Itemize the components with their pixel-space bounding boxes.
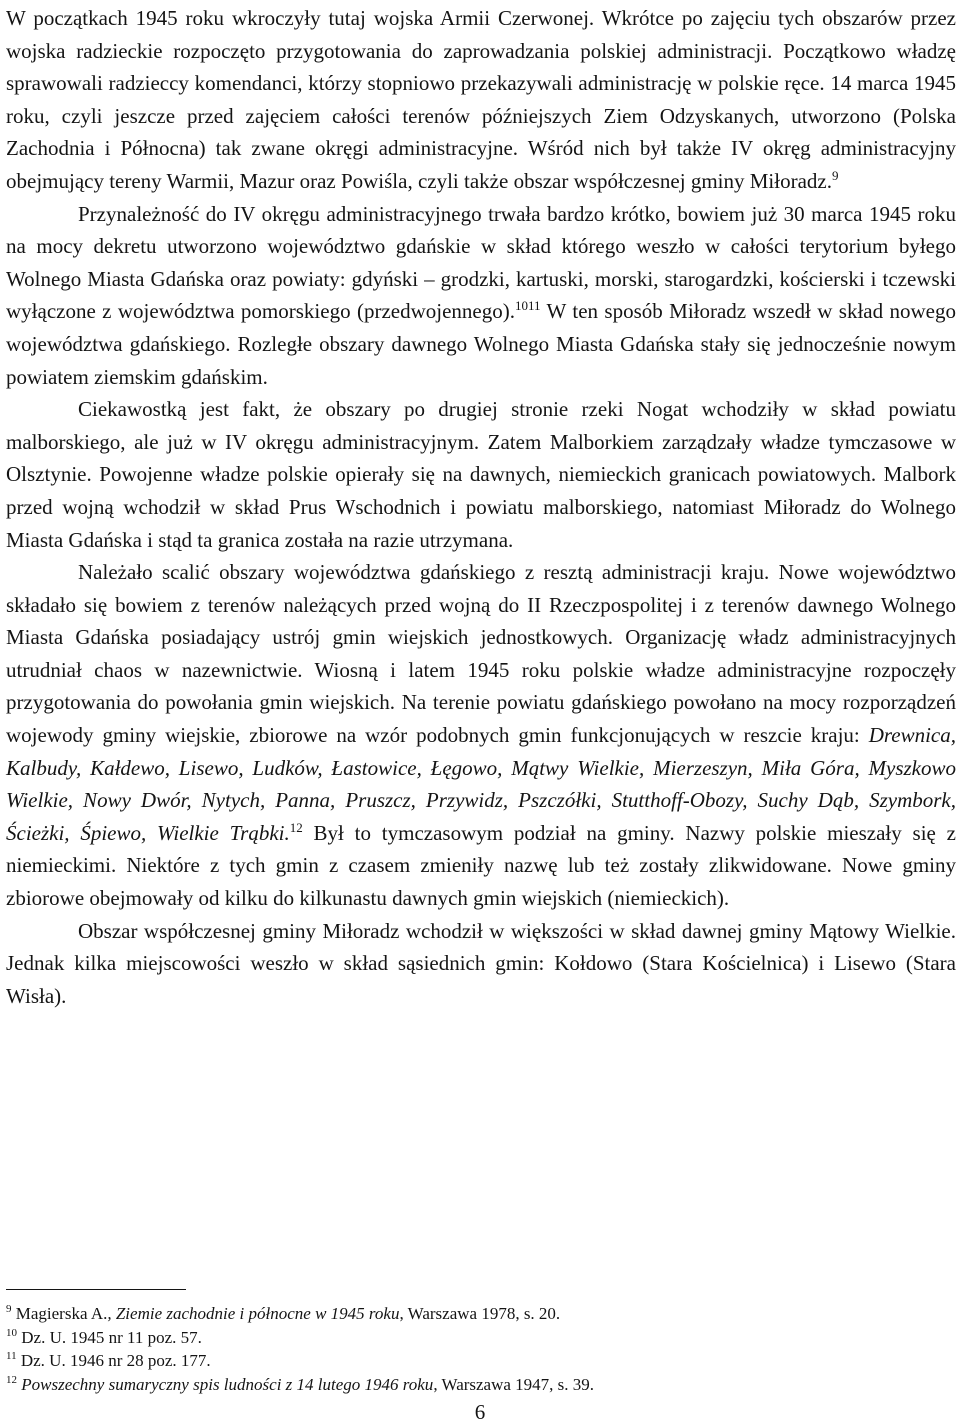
footnote bbox=[6, 1349, 956, 1373]
footnote-number: 9 bbox=[6, 1303, 12, 1315]
paragraph bbox=[6, 198, 956, 394]
text-run: Należało scalić obszary województwa gdańskiego z resztą administracji kraju. Nowe województwo składało się bowiem z terenów należących przed wojną do II Rzeczpospolitej i z terenów dawnego Wolnego Miasta Gdańska posiadający ustrój gmin wiejskich jednostkowych. Organizację władz administracyjnych utrudniał chaos w nazewnictwie. Wiosną i latem 1945 roku polskie władze administracyjne rozpoczęły przygotowania do powołania gmin wiejskich. Na terenie powiatu gdańskiego powołano na mocy rozporządzeń wojewody gminy wiejskie, zbiorowe na wzór podobnych gmin funkcjonujących w reszcie kraju: bbox=[6, 560, 956, 748]
footnote-ref: 9 bbox=[831, 167, 839, 183]
italic-text: Powszechny sumaryczny spis ludności z 14 lutego 1946 roku bbox=[21, 1374, 434, 1394]
footnote-ref: 1011 bbox=[514, 298, 541, 314]
italic-text: , Ziemie zachodnie i północne w 1945 roku bbox=[107, 1304, 400, 1323]
text-run: , Warszawa 1947, s. 39. bbox=[433, 1374, 595, 1394]
text-run: Ciekawostką jest fakt, że obszary po drugiej stronie rzeki Nogat wchodziły w skład powiatu malborskiego, ale już w IV okręgu administracyjnym. Zatem Malborkiem zarządzały władze tymczasowe w Olsztynie. Powojenne władze polskie opierały się na dawnych, niemieckich granicach powiatowych. Malbork przed wojną wchodził w skład Prus Wschodnich i powiatu malborskiego, natomiast Miłoradz do Wolnego Miasta Gdańska i stąd ta granica została na razie utrzymana. bbox=[6, 397, 956, 552]
footnote-ref: 12 bbox=[289, 819, 303, 835]
text-run: , Warszawa 1978, s. 20. bbox=[399, 1304, 561, 1323]
paragraph bbox=[6, 2, 956, 198]
page-number: 6 bbox=[474, 1400, 486, 1424]
paragraph bbox=[6, 915, 956, 1013]
italic-text: Drewnica, Kalbudy, Kałdewo, Lisewo, Ludków, Łastowice, Łęgowo, Mątwy Wielkie, Mierzeszyn, Miła Góra, Myszkowo Wielkie, Nowy Dwór, Nytych, Panna, Pruszcz, Przywidz, Pszczółki, Stutthoff-Obozy, Suchy Dąb, Szymbork, Ścieżki, Śpiewo, Wielkie Trąbki. bbox=[6, 723, 956, 845]
text-run: Był to tymczasowym podział na gminy. Nazwy polskie mieszały się z niemieckimi. Niektóre z tych gmin z czasem zmieniły nazwę lub też zostały zlikwidowane. Nowe gminy zbiorowe obejmowały od kilku do kilkunastu dawnych gmin wiejskich (niemieckich). bbox=[6, 820, 956, 911]
footnote-number: 12 bbox=[6, 1373, 17, 1386]
text-run: Obszar współczesnej gminy Miłoradz wchodził w większości w skład dawnej gminy Mątowy Wielkie. Jednak kilka miejscowości weszło w skład sąsiednich gmin: Kołdowo (Stara Kościelnica) i Lisewo (Stara Wisła). bbox=[6, 918, 956, 1008]
footnote-number: 11 bbox=[6, 1350, 17, 1362]
footnote bbox=[6, 1326, 956, 1350]
body-text bbox=[6, 2, 956, 1012]
footnote-number: 10 bbox=[6, 1326, 17, 1339]
text-run: Magierska A. bbox=[11, 1304, 108, 1323]
footnote-separator bbox=[6, 1289, 186, 1290]
text-run: Dz. U. 1946 nr 28 poz. 177. bbox=[16, 1351, 211, 1370]
footnotes bbox=[6, 1302, 956, 1396]
text-run: W ten sposób Miłoradz wszedł w skład nowego województwa gdańskiego. Rozległe obszary dawnego Wolnego Miasta Gdańska stały się jednocześnie nowym powiatem ziemskim gdańskim. bbox=[6, 299, 956, 389]
footnote bbox=[6, 1302, 956, 1326]
footnote bbox=[6, 1373, 956, 1397]
paragraph bbox=[6, 556, 956, 915]
text-run: Przynależność do IV okręgu administracyjnego trwała bardzo krótko, bowiem już 30 marca 1945 roku na mocy dekretu utworzono województwo gdańskie w skład którego weszło w całości terytorium byłego Wolnego Miasta Gdańska oraz powiaty: gdyński – grodzki, kartuski, morski, starogardzki, kościerski i tczewski wyłączone z województwa pomorskiego (przedwojennego). bbox=[6, 201, 956, 324]
text-run: Dz. U. 1945 nr 11 poz. 57. bbox=[17, 1327, 202, 1347]
paragraph bbox=[6, 393, 956, 556]
text-run: W początkach 1945 roku wkroczyły tutaj wojska Armii Czerwonej. Wkrótce po zajęciu tych obszarów przez wojska radzieckie rozpoczęto przygotowania do zaprowadzania polskiej administracji. Początkowo władzę sprawowali radzieccy komendanci, którzy stopniowo przekazywali administrację w polskie ręce. 14 marca 1945 roku, czyli jeszcze przed zajęciem całości terenów późniejszych Ziem Odzyskanych, utworzono (Polska Zachodnia i Północna) tak zwane okręgi administracyjne. Wśród nich był także IV okręg administracyjny obejmujący tereny Warmii, Mazur oraz Powiśla, czyli także obszar współczesnej gminy Miłoradz. bbox=[6, 6, 956, 193]
